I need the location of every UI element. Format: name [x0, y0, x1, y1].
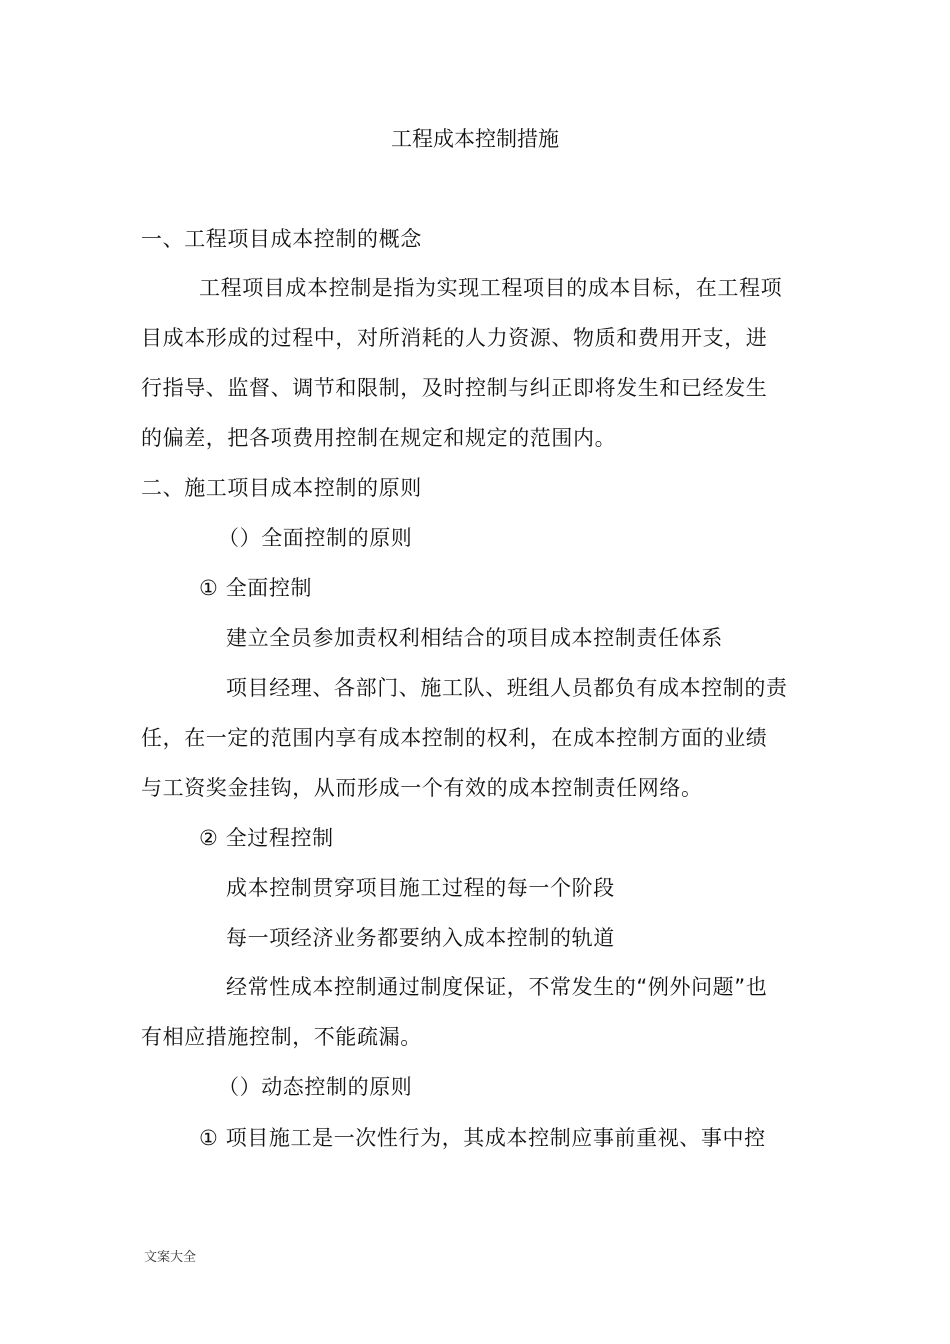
page-footer: 文案大全: [144, 1250, 197, 1265]
paragraph-line: 目成本形成的过程中，对所消耗的人力资源、物质和费用开支，进: [141, 326, 768, 350]
paragraph-line: 任，在一定的范围内享有成本控制的权利，在成本控制方面的业绩: [141, 726, 768, 750]
paragraph-line: 与工资奖金挂钩，从而形成一个有效的成本控制责任网络。: [141, 776, 703, 800]
document-title: 工程成本控制措施: [391, 127, 559, 151]
paragraph-line: 每一项经济业务都要纳入成本控制的轨道: [226, 926, 615, 950]
section-heading-2: 二、施工项目成本控制的原则: [141, 476, 422, 500]
subsection-heading: （）动态控制的原则: [218, 1075, 413, 1099]
paragraph-line: 成本控制贯穿项目施工过程的每一个阶段: [226, 876, 615, 900]
subsection-heading: （）全面控制的原则: [218, 526, 413, 550]
paragraph-line: 行指导、监督、调节和限制，及时控制与纠正即将发生和已经发生: [141, 376, 768, 400]
paragraph-line: ① 项目施工是一次性行为，其成本控制应事前重视、事中控: [199, 1126, 766, 1150]
list-item-heading: ② 全过程控制: [199, 826, 334, 850]
paragraph-line: 工程项目成本控制是指为实现工程项目的成本目标，在工程项: [199, 276, 783, 300]
paragraph-line: 项目经理、各部门、施工队、班组人员都负有成本控制的责: [226, 676, 788, 700]
paragraph-line: 的偏差，把各项费用控制在规定和规定的范围内。: [141, 426, 617, 450]
section-heading-1: 一、工程项目成本控制的概念: [141, 227, 422, 251]
paragraph-line: 经常性成本控制通过制度保证，不常发生的“例外问题”也: [226, 975, 768, 999]
paragraph-line: 有相应措施控制，不能疏漏。: [141, 1025, 422, 1049]
list-item-heading: ① 全面控制: [199, 576, 313, 600]
paragraph-line: 建立全员参加责权利相结合的项目成本控制责任体系: [226, 626, 723, 650]
